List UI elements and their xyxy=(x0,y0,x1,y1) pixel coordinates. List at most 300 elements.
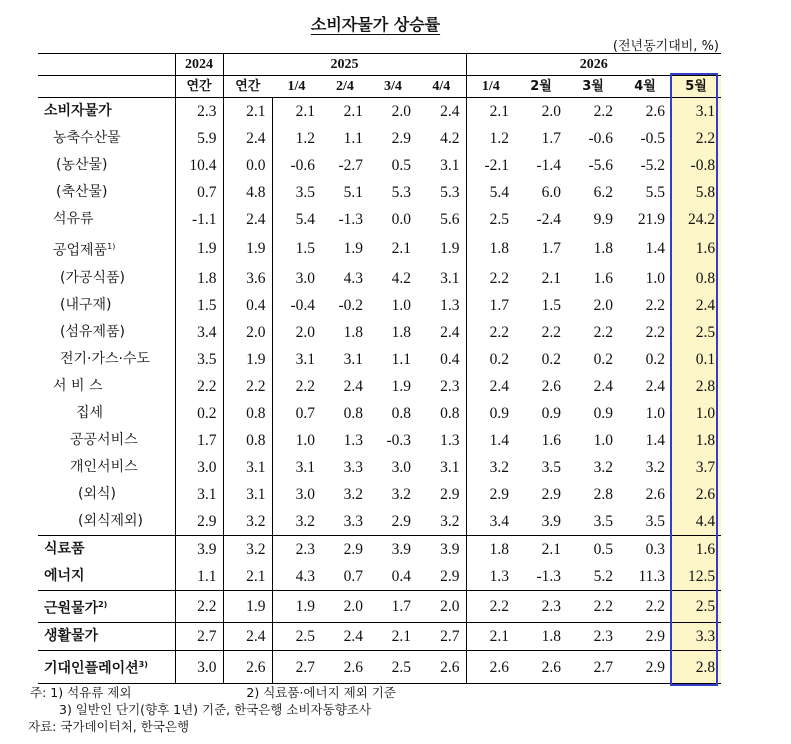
value-cell: 2.4 xyxy=(321,623,369,651)
value-cell: 2.6 xyxy=(223,651,272,684)
value-cell: 3.9 xyxy=(541,512,562,530)
value-cell: 1.5 xyxy=(541,296,562,314)
value-cell: 1.3 xyxy=(489,567,510,585)
table-title: 소비자물가 상승률 xyxy=(310,15,441,34)
value-cell: 5.3 xyxy=(391,184,411,201)
value-cell: -0.4 xyxy=(290,296,315,314)
row-label xyxy=(38,152,175,179)
table-row xyxy=(38,400,721,427)
value-cell: 2.4 xyxy=(223,206,272,233)
value-cell: 0.2 xyxy=(489,350,510,368)
table-row xyxy=(38,535,721,563)
value-cell: 2.5 xyxy=(489,211,510,228)
value-cell: 1.8 xyxy=(489,240,510,258)
value-cell: 1.4 xyxy=(645,240,666,258)
value-cell: 2.0 xyxy=(321,590,369,623)
value-cell: 0.0 xyxy=(391,211,411,228)
value-cell: 1.7 xyxy=(489,296,510,314)
value-cell: 2.0 xyxy=(391,103,411,120)
value-cell: 2.7 xyxy=(567,651,619,684)
row-label xyxy=(38,563,175,591)
value-cell: 1.8 xyxy=(671,427,721,454)
value-cell: 3.5 xyxy=(541,458,562,476)
table-row xyxy=(38,152,721,179)
row-label xyxy=(38,508,175,536)
value-cell: -2.7 xyxy=(338,157,363,174)
value-cell: -1.4 xyxy=(536,157,562,174)
row-label-text: (외식제외) xyxy=(78,512,144,529)
value-cell: 0.7 xyxy=(295,404,315,422)
row-label-text: (가공식품) xyxy=(60,269,126,286)
value-cell: -2.1 xyxy=(484,157,510,174)
value-cell: 0.9 xyxy=(593,404,614,422)
value-cell: 2.3 xyxy=(567,623,619,651)
year-2025: 2025 xyxy=(223,54,466,76)
value-cell: 2.8 xyxy=(593,485,614,503)
table-row xyxy=(38,623,721,651)
note-2: 2) 식료품·에너지 제외 기준 xyxy=(246,685,396,700)
value-cell: 1.6 xyxy=(541,431,562,449)
value-cell: 2.9 xyxy=(321,535,369,563)
row-label xyxy=(38,98,175,126)
footnotes xyxy=(30,684,770,735)
value-cell: 2.2 xyxy=(593,323,614,341)
value-cell: 2.2 xyxy=(466,590,515,623)
value-cell: 1.1 xyxy=(175,563,223,591)
value-cell: 3.3 xyxy=(671,623,721,651)
row-label-text: 집세 xyxy=(76,404,104,421)
value-cell: -0.5 xyxy=(640,130,666,147)
value-cell: 3.7 xyxy=(671,454,721,481)
value-cell: 1.6 xyxy=(671,535,721,563)
row-label xyxy=(38,481,175,508)
value-cell: 4.4 xyxy=(671,508,721,536)
row-label-text: 에너지 xyxy=(44,567,85,584)
value-cell: 0.7 xyxy=(343,567,363,585)
table-row xyxy=(38,590,721,623)
value-cell: 1.3 xyxy=(343,431,363,449)
value-cell: 1.8 xyxy=(391,323,411,341)
value-cell: 2.6 xyxy=(645,103,666,120)
value-cell: 2.5 xyxy=(272,623,321,651)
value-cell: 2.9 xyxy=(417,563,466,591)
table-row xyxy=(38,233,721,265)
value-cell: 5.5 xyxy=(645,184,666,201)
value-cell: 2.2 xyxy=(671,125,721,152)
value-cell: 2.3 xyxy=(515,590,567,623)
row-label xyxy=(38,179,175,206)
table-row xyxy=(38,179,721,206)
row-label-text: 기대인플레이션 xyxy=(44,660,139,677)
value-cell: 2.7 xyxy=(175,623,223,651)
value-cell: 2.1 xyxy=(369,623,417,651)
value-cell: 2.4 xyxy=(417,98,466,126)
row-label-text: (섬유제품) xyxy=(60,323,126,340)
value-cell: 5.9 xyxy=(175,125,223,152)
year-2024: 2024 xyxy=(175,54,223,76)
value-cell: 1.9 xyxy=(223,590,272,623)
table-row xyxy=(38,206,721,233)
row-label-text: (내구재) xyxy=(60,296,112,313)
row-label-text: 생활물가 xyxy=(44,628,99,645)
value-cell: 0.3 xyxy=(619,535,671,563)
row-label-text: 근원물가 xyxy=(44,600,99,617)
table-row xyxy=(38,454,721,481)
period-header: 연간 xyxy=(175,76,223,98)
value-cell: 1.9 xyxy=(272,590,321,623)
period-header: 4/4 xyxy=(417,76,466,98)
row-label xyxy=(38,233,175,265)
value-cell: 2.6 xyxy=(417,651,466,684)
value-cell: 2.9 xyxy=(489,485,510,503)
value-cell: 2.2 xyxy=(489,269,510,287)
value-cell: 1.2 xyxy=(295,130,315,147)
value-cell: 1.9 xyxy=(417,233,466,265)
value-cell: 2.9 xyxy=(417,481,466,508)
value-cell: 5.8 xyxy=(671,179,721,206)
value-cell: 9.9 xyxy=(593,211,614,228)
row-label xyxy=(38,427,175,454)
row-label-text: 서 비 스 xyxy=(53,377,103,394)
value-cell: 3.3 xyxy=(343,512,363,530)
value-cell: 3.2 xyxy=(645,458,666,476)
value-cell: 0.8 xyxy=(417,400,466,427)
value-cell: 2.8 xyxy=(671,651,721,684)
value-cell: 2.2 xyxy=(175,590,223,623)
value-cell: 1.9 xyxy=(343,240,363,258)
value-cell: 2.2 xyxy=(567,590,619,623)
value-cell: 2.1 xyxy=(295,103,315,120)
value-cell: 0.2 xyxy=(541,350,562,368)
value-cell: 1.0 xyxy=(593,431,614,449)
period-header: 3월 xyxy=(567,76,619,98)
value-cell: 2.0 xyxy=(417,590,466,623)
value-cell: 1.8 xyxy=(343,323,363,341)
value-cell: -0.6 xyxy=(290,157,315,174)
table-row xyxy=(38,563,721,591)
value-cell: -2.4 xyxy=(536,211,562,228)
value-cell: 1.3 xyxy=(417,292,466,319)
row-label xyxy=(38,400,175,427)
value-cell: 24.2 xyxy=(671,206,721,233)
value-cell: 3.1 xyxy=(175,481,223,508)
value-cell: 2.4 xyxy=(223,623,272,651)
value-cell: 1.5 xyxy=(175,292,223,319)
value-cell: 3.2 xyxy=(489,458,510,476)
value-cell: 3.1 xyxy=(671,98,721,126)
value-cell: 3.2 xyxy=(593,458,614,476)
value-cell: 2.4 xyxy=(671,292,721,319)
value-cell: 3.5 xyxy=(295,184,315,201)
value-cell: 2.5 xyxy=(369,651,417,684)
value-cell: 2.4 xyxy=(593,377,614,395)
value-cell: 2.2 xyxy=(175,373,223,400)
table-body xyxy=(38,98,721,684)
value-cell: 2.7 xyxy=(417,623,466,651)
value-cell: 3.1 xyxy=(295,458,315,476)
value-cell: 4.3 xyxy=(343,269,363,287)
source-note: 자료: 국가데이터처, 한국은행 xyxy=(28,719,190,734)
value-cell: 3.5 xyxy=(593,512,614,530)
value-cell: 0.1 xyxy=(671,346,721,373)
value-cell: 2.0 xyxy=(541,103,562,120)
value-cell: 1.7 xyxy=(175,427,223,454)
table-row xyxy=(38,319,721,346)
value-cell: 3.0 xyxy=(175,454,223,481)
value-cell: 3.1 xyxy=(295,350,315,368)
value-cell: 2.6 xyxy=(541,377,562,395)
row-label xyxy=(38,623,175,651)
value-cell: 2.6 xyxy=(515,651,567,684)
value-cell: 2.3 xyxy=(175,98,223,126)
value-cell: 2.2 xyxy=(619,590,671,623)
value-cell: 2.1 xyxy=(391,240,411,258)
value-cell: 1.7 xyxy=(369,590,417,623)
value-cell: 3.2 xyxy=(391,485,411,503)
value-cell: 1.6 xyxy=(671,233,721,265)
value-cell: 1.9 xyxy=(223,233,272,265)
value-cell: -1.3 xyxy=(536,567,562,585)
value-cell: 3.0 xyxy=(391,458,411,476)
value-cell: 3.1 xyxy=(223,454,272,481)
row-label-text: (축산물) xyxy=(56,184,108,200)
value-cell: 2.2 xyxy=(593,103,614,120)
value-cell: 2.0 xyxy=(223,319,272,346)
table-row xyxy=(38,481,721,508)
value-cell: 3.6 xyxy=(223,265,272,292)
value-cell: 2.9 xyxy=(619,623,671,651)
value-cell: -5.2 xyxy=(640,157,666,174)
value-cell: 2.4 xyxy=(489,377,510,395)
year-2026: 2026 xyxy=(466,54,721,76)
value-cell: 4.2 xyxy=(417,125,466,152)
value-cell: 5.1 xyxy=(343,184,363,201)
value-cell: 1.9 xyxy=(223,346,272,373)
row-label xyxy=(38,651,175,684)
value-cell: -0.3 xyxy=(386,431,411,449)
value-cell: 2.9 xyxy=(391,512,411,530)
table-row xyxy=(38,265,721,292)
value-cell: 3.0 xyxy=(175,651,223,684)
row-label xyxy=(38,292,175,319)
row-label xyxy=(38,590,175,623)
footnote-marker: 3) xyxy=(138,660,148,670)
value-cell: 3.2 xyxy=(417,508,466,536)
value-cell: 2.9 xyxy=(619,651,671,684)
value-cell: 3.4 xyxy=(175,319,223,346)
value-cell: 2.4 xyxy=(223,125,272,152)
value-cell: 4.3 xyxy=(295,567,315,585)
row-label-text: 식료품 xyxy=(44,540,85,557)
value-cell: 2.6 xyxy=(466,651,515,684)
value-cell: 2.3 xyxy=(272,535,321,563)
row-label-text: 공공서비스 xyxy=(70,431,138,448)
value-cell: 3.2 xyxy=(223,508,272,536)
value-cell: 1.5 xyxy=(295,240,315,258)
value-cell: 0.4 xyxy=(223,292,272,319)
value-cell: 2.7 xyxy=(272,651,321,684)
value-cell: 2.1 xyxy=(343,103,363,120)
value-cell: 1.0 xyxy=(645,404,666,422)
value-cell: 1.8 xyxy=(593,240,614,258)
value-cell: 0.2 xyxy=(175,400,223,427)
value-cell: 1.6 xyxy=(593,269,614,287)
row-label-text: 소비자물가 xyxy=(44,103,112,119)
note-3: 3) 일반인 단기(향후 1년) 기준, 한국은행 소비자동향조사 xyxy=(59,702,371,717)
value-cell: 2.2 xyxy=(223,373,272,400)
value-cell: 0.5 xyxy=(391,157,411,174)
value-cell: 5.6 xyxy=(417,206,466,233)
value-cell: 0.0 xyxy=(223,152,272,179)
value-cell: 3.5 xyxy=(645,512,666,530)
table-row xyxy=(38,427,721,454)
value-cell: 1.0 xyxy=(391,296,411,314)
period-header: 4월 xyxy=(619,76,671,98)
value-cell: 1.8 xyxy=(175,265,223,292)
value-cell: 1.8 xyxy=(466,535,515,563)
value-cell: 0.2 xyxy=(593,350,614,368)
value-cell: 2.5 xyxy=(671,319,721,346)
row-label-text: (농산물) xyxy=(56,157,108,173)
value-cell: 3.1 xyxy=(343,350,363,368)
value-cell: 1.2 xyxy=(489,130,510,147)
value-cell: 5.4 xyxy=(489,184,510,201)
value-cell: 0.8 xyxy=(223,400,272,427)
value-cell: 2.2 xyxy=(541,323,562,341)
value-cell: 0.4 xyxy=(391,567,411,585)
value-cell: 1.7 xyxy=(541,130,562,147)
value-cell: 2.2 xyxy=(645,323,666,341)
value-cell: 3.0 xyxy=(295,485,315,503)
value-cell: -5.6 xyxy=(588,157,614,174)
value-cell: -0.8 xyxy=(671,152,721,179)
cpi-table xyxy=(38,53,721,684)
value-cell: 3.1 xyxy=(417,454,466,481)
value-cell: 3.5 xyxy=(175,346,223,373)
value-cell: 2.2 xyxy=(645,296,666,314)
value-cell: 2.6 xyxy=(645,485,666,503)
value-cell: 2.1 xyxy=(515,535,567,563)
period-header-highlight: 5월 xyxy=(671,76,721,98)
value-cell: 11.3 xyxy=(638,567,666,585)
value-cell: 0.8 xyxy=(343,404,363,422)
value-cell: 0.9 xyxy=(541,404,562,422)
value-cell: 3.9 xyxy=(369,535,417,563)
value-cell: 0.7 xyxy=(175,179,223,206)
value-cell: 3.2 xyxy=(223,535,272,563)
value-cell: 3.0 xyxy=(295,269,315,287)
footnote-marker: 1) xyxy=(107,242,116,251)
value-cell: 1.0 xyxy=(671,400,721,427)
value-cell: 5.4 xyxy=(295,211,315,228)
value-cell: 3.2 xyxy=(295,512,315,530)
value-cell: 2.4 xyxy=(645,377,666,395)
footnote-marker: 2) xyxy=(98,599,108,609)
table-row xyxy=(38,373,721,400)
table-row xyxy=(38,292,721,319)
value-cell: 1.0 xyxy=(645,269,666,287)
value-cell: -1.3 xyxy=(338,211,363,228)
row-label-text: 공업제품 xyxy=(53,242,108,259)
row-label xyxy=(38,346,175,373)
value-cell: 1.3 xyxy=(417,427,466,454)
unit-label: (전년동기대비, %) xyxy=(612,39,719,54)
value-cell: 1.1 xyxy=(343,130,363,147)
row-label xyxy=(38,206,175,233)
value-cell: 2.9 xyxy=(175,508,223,536)
row-label-text: 전기·가스·수도 xyxy=(60,350,151,367)
value-cell: 5.3 xyxy=(417,179,466,206)
row-label-text: 농축수산물 xyxy=(53,130,121,146)
note-1: 주: 1) 석유류 제외 xyxy=(30,685,132,700)
row-label xyxy=(38,373,175,400)
value-cell: 1.8 xyxy=(515,623,567,651)
table-row xyxy=(38,651,721,684)
value-cell: 2.2 xyxy=(489,323,510,341)
value-cell: 3.9 xyxy=(175,535,223,563)
value-cell: 3.1 xyxy=(417,152,466,179)
value-cell: 6.2 xyxy=(593,184,614,201)
value-cell: 0.2 xyxy=(645,350,666,368)
value-cell: -0.2 xyxy=(338,296,363,314)
row-label-text: 개인서비스 xyxy=(70,458,138,475)
value-cell: 2.0 xyxy=(593,296,614,314)
value-cell: 2.9 xyxy=(391,130,411,147)
period-header: 2월 xyxy=(515,76,567,98)
value-cell: 2.9 xyxy=(541,485,562,503)
row-label-text: 석유류 xyxy=(53,211,94,227)
value-cell: 2.1 xyxy=(489,103,510,120)
value-cell: 5.2 xyxy=(593,567,614,585)
value-cell: 1.9 xyxy=(175,233,223,265)
value-cell: 2.1 xyxy=(466,623,515,651)
value-cell: 12.5 xyxy=(671,563,721,591)
value-cell: 3.9 xyxy=(417,535,466,563)
value-cell: 1.1 xyxy=(391,350,411,368)
value-cell: 2.4 xyxy=(343,377,363,395)
row-label xyxy=(38,125,175,152)
row-label-text: (외식) xyxy=(78,485,116,502)
table-row xyxy=(38,98,721,126)
value-cell: 1.0 xyxy=(295,431,315,449)
value-cell: 2.4 xyxy=(417,319,466,346)
value-cell: 2.6 xyxy=(321,651,369,684)
value-cell: 2.3 xyxy=(417,373,466,400)
value-cell: -0.6 xyxy=(588,130,614,147)
value-cell: 1.9 xyxy=(391,377,411,395)
row-label xyxy=(38,535,175,563)
value-cell: 2.1 xyxy=(223,98,272,126)
table-row xyxy=(38,346,721,373)
value-cell: 3.4 xyxy=(489,512,510,530)
value-cell: 1.4 xyxy=(645,431,666,449)
value-cell: 0.4 xyxy=(417,346,466,373)
value-cell: 21.9 xyxy=(637,211,666,228)
value-cell: 2.8 xyxy=(671,373,721,400)
value-cell: 3.2 xyxy=(343,485,363,503)
value-cell: 2.2 xyxy=(295,377,315,395)
value-cell: 0.9 xyxy=(489,404,510,422)
value-cell: 0.8 xyxy=(671,265,721,292)
value-cell: 3.1 xyxy=(223,481,272,508)
value-cell: 0.8 xyxy=(391,404,411,422)
table-row xyxy=(38,125,721,152)
period-header: 3/4 xyxy=(369,76,417,98)
value-cell: 2.6 xyxy=(671,481,721,508)
period-header: 연간 xyxy=(223,76,272,98)
value-cell: 0.5 xyxy=(567,535,619,563)
value-cell: 4.8 xyxy=(223,179,272,206)
